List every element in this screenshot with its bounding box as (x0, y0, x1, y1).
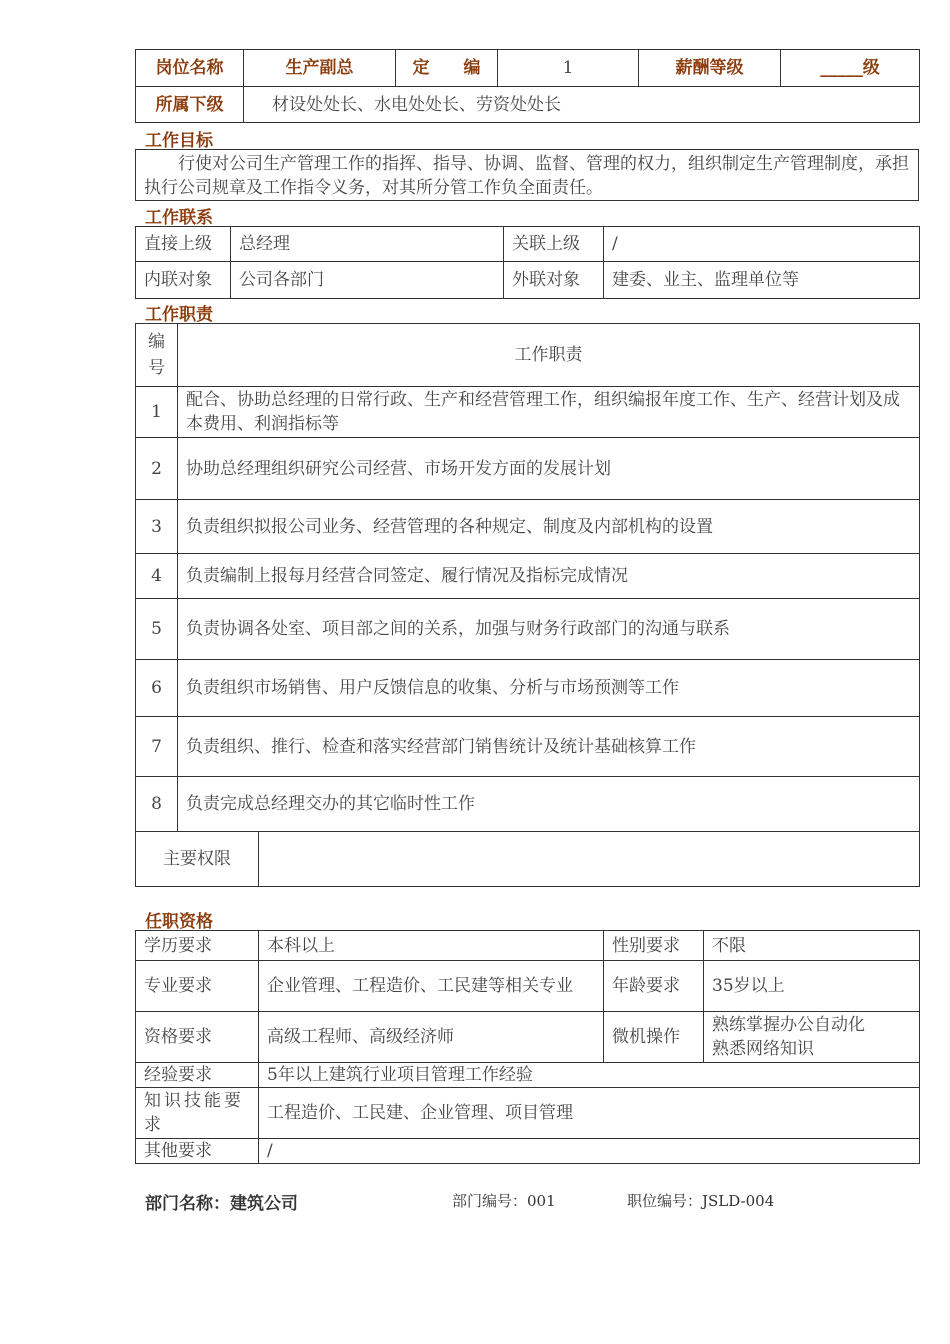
direct-superior-value: 总经理 (231, 227, 504, 262)
duty-no: 5 (136, 599, 178, 660)
duty-no: 3 (136, 500, 178, 554)
table-row (136, 500, 920, 554)
other-label: 其他要求 (136, 1139, 259, 1164)
skill-label: 知识技能要求 (136, 1088, 259, 1139)
exp-label: 经验要求 (136, 1063, 259, 1088)
computer-value-line-2: 熟悉网络知识 (712, 1039, 814, 1059)
salary-label: 薪酬等级 (639, 50, 781, 87)
post-value: 生产副总 (244, 50, 396, 87)
duty-no: 6 (136, 660, 178, 717)
duty-text: 负责编制上报每月经营合同签定、履行情况及指标完成情况 (178, 554, 920, 599)
edu-value: 本科以上 (259, 931, 604, 961)
age-label: 年龄要求 (604, 961, 704, 1012)
footer-post-no: 职位编号：JSLD-004 (627, 1192, 775, 1210)
duty-no: 7 (136, 717, 178, 777)
cert-label: 资格要求 (136, 1012, 259, 1063)
table-row (136, 438, 920, 500)
duties-num-header (136, 324, 178, 387)
other-value: / (259, 1139, 920, 1164)
footer-dept-name: 部门名称：建筑公司 (145, 1194, 298, 1214)
authority-label: 主要权限 (136, 832, 259, 887)
table-row (136, 387, 920, 438)
duty-no: 1 (136, 387, 178, 438)
duties-num-header-text: 编号 (148, 332, 165, 378)
quota-value: 1 (498, 50, 639, 87)
duty-text: 负责协调各处室、项目部之间的关系，加强与财务行政部门的沟通与联系 (178, 599, 920, 660)
duties-col-header: 工作职责 (178, 324, 920, 387)
duty-text: 负责组织、推行、检查和落实经营部门销售统计及统计基础核算工作 (178, 717, 920, 777)
quota-label: 定 编 (396, 50, 498, 87)
duty-text: 配合、协助总经理的日常行政、生产和经营管理工作，组织编报年度工作、生产、经营计划及成本费用、利润指标等 (178, 387, 920, 438)
computer-value-line-1: 熟练掌握办公自动化 (712, 1015, 865, 1035)
internal-label: 内联对象 (136, 262, 231, 299)
computer-label: 微机操作 (604, 1012, 704, 1063)
exp-value: 5年以上建筑行业项目管理工作经验 (259, 1063, 920, 1088)
duty-text: 负责完成总经理交办的其它临时性工作 (178, 777, 920, 832)
direct-superior-label: 直接上级 (136, 227, 231, 262)
duty-no: 8 (136, 777, 178, 832)
gender-value: 不限 (704, 931, 920, 961)
table-row (136, 599, 920, 660)
external-label: 外联对象 (504, 262, 604, 299)
qualifications-table (135, 930, 920, 1164)
edu-label: 学历要求 (136, 931, 259, 961)
authority-value (259, 832, 920, 887)
table-row (136, 717, 920, 777)
duties-title: 工作职责 (145, 305, 213, 325)
duty-text: 负责组织市场销售、用户反馈信息的收集、分析与市场预测等工作 (178, 660, 920, 717)
gender-label: 性别要求 (604, 931, 704, 961)
relations-title: 工作联系 (145, 208, 213, 228)
related-superior-label: 关联上级 (504, 227, 604, 262)
duty-text: 协助总经理组织研究公司经营、市场开发方面的发展计划 (178, 438, 920, 500)
internal-value: 公司各部门 (231, 262, 504, 299)
external-value: 建委、业主、监理单位等 (604, 262, 920, 299)
salary-value: _____级 (781, 50, 920, 87)
age-value: 35岁以上 (704, 961, 920, 1012)
relations-table (135, 226, 920, 299)
major-label: 专业要求 (136, 961, 259, 1012)
qualifications-title: 任职资格 (145, 912, 213, 932)
footer-dept-no: 部门编号：001 (452, 1192, 556, 1210)
goal-title: 工作目标 (145, 131, 213, 151)
duties-table (135, 323, 920, 887)
skill-value: 工程造价、工民建、企业管理、项目管理 (259, 1088, 920, 1139)
subordinate-value: 材设处处长、水电处处长、劳资处处长 (244, 87, 920, 123)
cert-value: 高级工程师、高级经济师 (259, 1012, 604, 1063)
goal-text: 行使对公司生产管理工作的指挥、指导、协调、监督、管理的权力，组织制定生产管理制度，承担执行公司规章及工作指令义务，对其所分管工作负全面责任。 (135, 149, 919, 201)
major-value: 企业管理、工程造价、工民建等相关专业 (259, 961, 604, 1012)
related-superior-value: / (604, 227, 920, 262)
duty-no: 4 (136, 554, 178, 599)
post-label: 岗位名称 (136, 50, 244, 87)
duty-text: 负责组织拟报公司业务、经营管理的各种规定、制度及内部机构的设置 (178, 500, 920, 554)
computer-value (704, 1012, 920, 1063)
subordinate-label: 所属下级 (136, 87, 244, 123)
table-row (136, 777, 920, 832)
duty-no: 2 (136, 438, 178, 500)
table-row (136, 660, 920, 717)
table-row (136, 554, 920, 599)
header-table (135, 49, 920, 123)
